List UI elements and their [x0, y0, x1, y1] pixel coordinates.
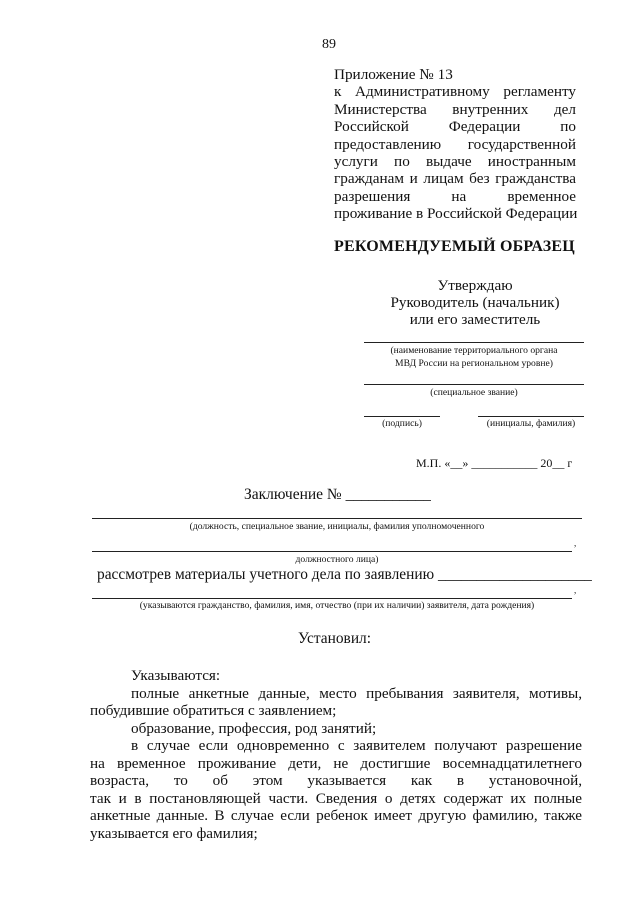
established-heading: Установил: [298, 630, 372, 647]
p3-line1: в случае если одновременно с заявителем получают разрешение [131, 737, 582, 754]
p1-line1: полные анкетные данные, место пребывания заявителя, мотивы, [131, 684, 582, 702]
appendix-line: проживание в Российской Федерации [334, 205, 578, 223]
org-hint-2: МВД России на региональном уровне) [395, 358, 553, 369]
p3-line5: анкетные данные. В случае если ребенок имеет другую фамилию, также [90, 807, 582, 824]
org-name-line [364, 342, 584, 343]
p3-line3: возраста, то об этом указывается как в установочной, [90, 772, 582, 789]
appendix-block [334, 66, 576, 223]
official-line [92, 518, 582, 519]
approve-label: Утверждаю [437, 277, 513, 294]
appendix-line: Министерства внутренних дел [334, 100, 576, 118]
appendix-line: гражданам и лицам без гражданства [334, 170, 576, 188]
org-hint-1: (наименование территориального органа [390, 345, 558, 356]
rank-hint: (специальное звание) [430, 387, 518, 398]
signature-hint: (подпись) [382, 418, 422, 429]
official-hint-1: (должность, специальное звание, инициалы, фамилия уполномоченного [189, 521, 485, 532]
approver-deputy: или его заместитель [409, 311, 541, 328]
appendix-line: к Административному регламенту [334, 83, 576, 101]
appendix-line: Приложение № 13 [334, 66, 453, 83]
page-number: 89 [322, 37, 336, 52]
stamp-date: М.П. «__» ___________ 20__ г [416, 456, 573, 470]
initials-line [478, 416, 584, 417]
comma-mark-2: , [574, 585, 577, 595]
approver-head: Руководитель (начальник) [390, 294, 560, 311]
rank-line [364, 384, 584, 385]
sample-title: РЕКОМЕНДУЕМЫЙ ОБРАЗЕЦ [334, 238, 575, 255]
indicated-label: Указываются: [131, 667, 221, 684]
p3-line4: так и в постановляющей части. Сведения о детях содержат их полные [90, 789, 582, 807]
conclusion-number: Заключение № ___________ [244, 486, 431, 503]
p2: образование, профессия, род занятий; [131, 719, 377, 737]
p3-line2: на временное проживание дети, не достигшие восемнадцатилетнего [90, 754, 582, 772]
appendix-line: Российской Федерации по [334, 118, 576, 136]
official-hint-2: должностного лица) [295, 554, 379, 565]
signature-line [364, 416, 440, 417]
applicant-hint: (указываются гражданство, фамилия, имя, отчество (при их наличии) заявителя, дата рождения) [139, 600, 535, 611]
official-line-2 [92, 551, 572, 552]
initials-hint: (инициалы, фамилия) [486, 418, 576, 429]
applicant-line [92, 598, 572, 599]
reviewed-materials: рассмотрев материалы учетного дела по заявлению ____________________ [97, 566, 592, 583]
p3-line6: указывается его фамилия; [90, 824, 258, 842]
body-text [90, 667, 582, 842]
appendix-line: разрешения на временное [334, 187, 576, 205]
appendix-line: предоставлению государственной [334, 135, 576, 153]
p1-line2: побудившие обратиться с заявлением; [90, 702, 337, 719]
comma-mark: , [574, 538, 577, 548]
appendix-line: услуги по выдаче иностранным [334, 153, 576, 171]
